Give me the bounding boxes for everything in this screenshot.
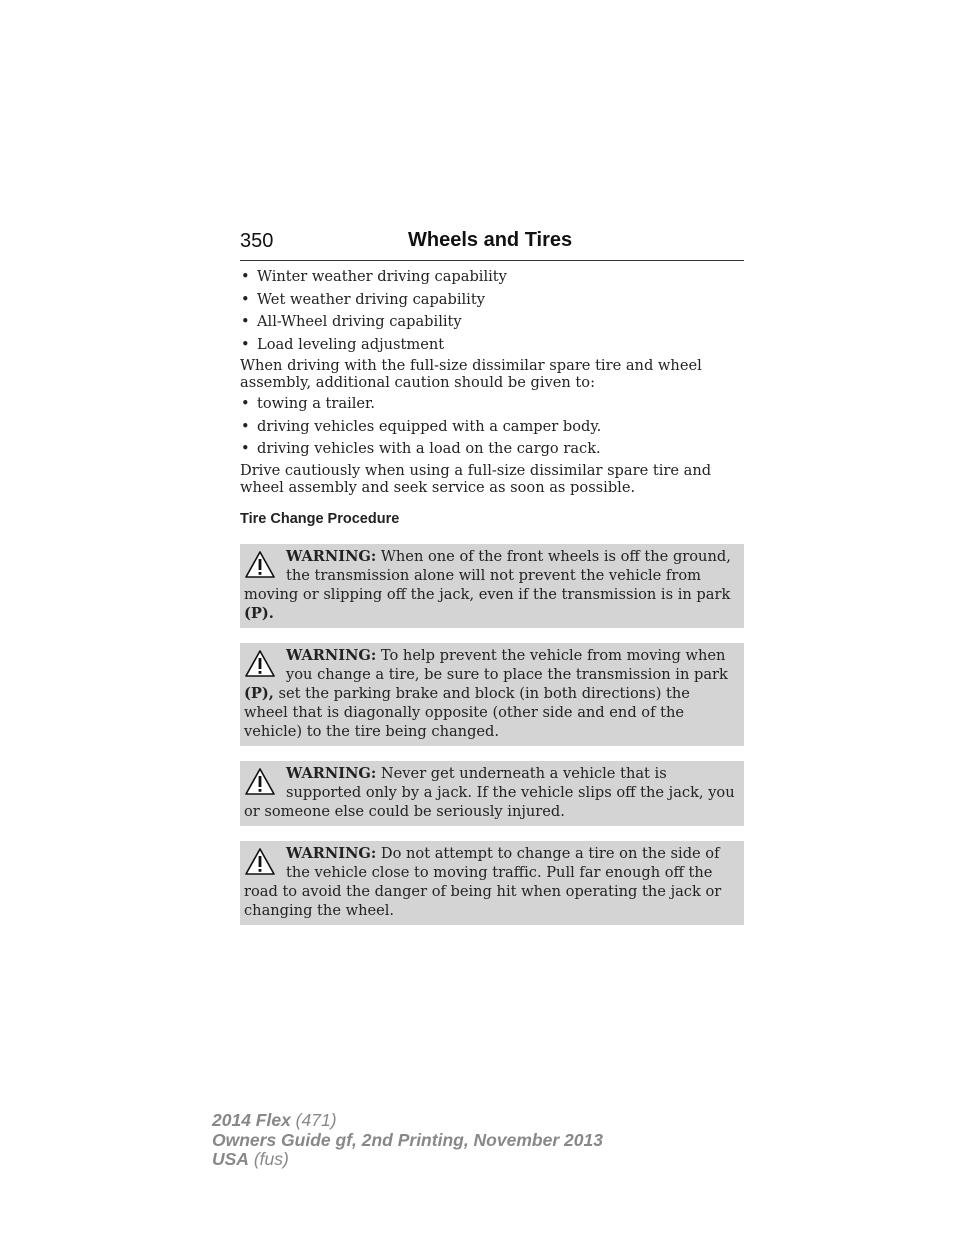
warning-box [240,841,744,925]
list-item: • All-Wheel driving capability [240,311,744,334]
list-item: • Winter weather driving capability [240,266,744,289]
capability-list [240,266,744,356]
section-title: Wheels and Tires [408,229,573,251]
footer-market-code: (fus) [248,1149,289,1169]
warning-label: WARNING: [286,764,377,782]
warning-text: When one of the front wheels is off the ground, the transmission alone will not prevent the vehicle from moving or slipping off the jack, even if the transmission is in park [244,547,731,603]
page-content [240,266,744,940]
footer-code: (471) [290,1110,337,1130]
subheading-tire-change: Tire Change Procedure [240,510,400,527]
warning-text: To help prevent the vehicle from moving when you change a tire, be sure to place the transmission in park [286,646,728,683]
page-footer [212,1111,603,1170]
list-item: • driving vehicles equipped with a camper body. [240,416,744,439]
warning-box [240,643,744,746]
warning-label: WARNING: [286,547,377,565]
page-header [240,228,744,261]
footer-guide-line: Owners Guide gf, 2nd Printing, November 2013 [212,1129,603,1150]
warning-triangle-icon [244,767,278,799]
list-item: • Load leveling adjustment [240,334,744,357]
warning-label: WARNING: [286,844,377,862]
drive-cautiously-paragraph: Drive cautiously when using a full-size dissimilar spare tire and wheel assembly and seek service as soon as possible. [240,461,712,496]
warning-text: Never get underneath a vehicle that is supported only by a jack. If the vehicle slips off the jack, you or someone else could be seriously injured. [244,764,735,820]
caution-intro-paragraph: When driving with the full-size dissimilar spare tire and wheel assembly, additional caution should be given to: [240,357,702,391]
caution-list [240,393,744,461]
warning-box [240,544,744,628]
footer-market: USA [212,1149,249,1169]
list-item: • driving vehicles with a load on the cargo rack. [240,438,744,461]
page-number: 350 [240,230,274,252]
warning-box [240,761,744,826]
list-item: • Wet weather driving capability [240,289,744,312]
warning-label: WARNING: [286,646,377,664]
warning-triangle-icon [244,550,278,582]
warning-text: Do not attempt to change a tire on the side of the vehicle close to moving traffic. Pull far enough off the road to avoid the danger of being hit when operating the jack or changing the wheel. [244,844,722,919]
warning-triangle-icon [244,649,278,681]
park-emphasis: (P). [244,604,274,622]
footer-model-line [212,1111,603,1131]
footer-market-line [212,1150,603,1170]
footer-model: 2014 Flex [212,1110,291,1130]
park-emphasis: (P), [244,684,274,702]
list-item: • towing a trailer. [240,393,744,416]
warning-text: set the parking brake and block (in both directions) the wheel that is diagonally opposite (other side and end of the vehicle) to the tire being changed. [244,684,690,740]
warning-triangle-icon [244,847,278,879]
